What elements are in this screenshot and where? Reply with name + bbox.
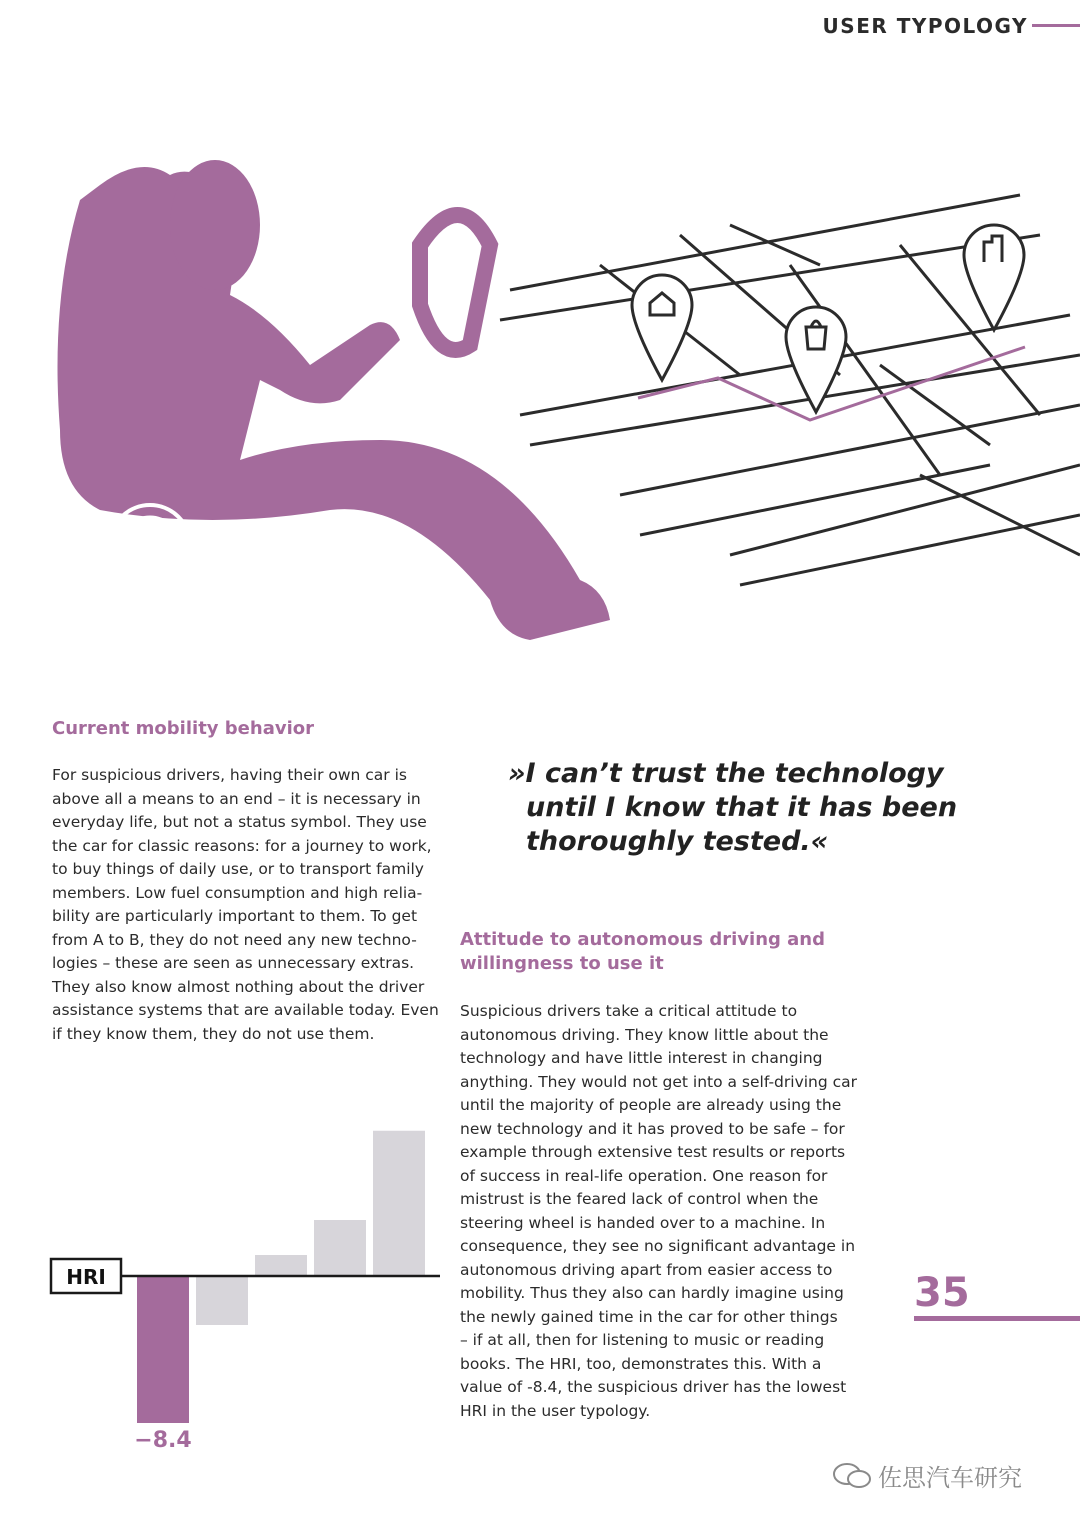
mobility-heading: Current mobility behavior <box>52 718 314 739</box>
mobility-line: logies – these are seen as unnecessary extras. <box>52 954 415 972</box>
attitude-line: the newly gained time in the car for other things <box>460 1307 838 1326</box>
mobility-line: bility are particularly important to them. To get <box>52 907 418 925</box>
attitude-line: – if at all, then for listening to music or reading <box>460 1331 825 1349</box>
attitude-line: technology and have little interest in changing <box>460 1049 823 1067</box>
chat-bubble-icon <box>832 1462 872 1490</box>
section-rule <box>1032 24 1080 27</box>
hri-bar-5 <box>373 1131 425 1276</box>
hri-chart <box>40 1120 460 1460</box>
quote-line: »I can’t trust the technology <box>508 758 944 789</box>
mobility-line: if they know them, they do not use them. <box>52 1024 375 1043</box>
attitude-line: anything. They would not get into a self-driving car <box>460 1072 858 1091</box>
hri-bar-4 <box>314 1220 366 1276</box>
mobility-line: the car for classic reasons: for a journey to work, <box>52 836 432 855</box>
mobility-line: assistance systems that are available today. Even <box>52 1001 439 1019</box>
mobility-line: from A to B, they do not need any new techno- <box>52 930 417 949</box>
mobility-line: everyday life, but not a status symbol. They use <box>52 813 427 831</box>
watermark-text: 佐思汽车研究 <box>878 1464 1022 1492</box>
attitude-heading-line: willingness to use it <box>460 953 664 974</box>
quote-line: until I know that it has been <box>526 792 958 823</box>
attitude-line: of success in real-life operation. One reason for <box>460 1166 828 1185</box>
quote-line: thoroughly tested.« <box>526 826 829 857</box>
attitude-line: Suspicious drivers take a critical attitude to <box>460 1002 798 1020</box>
section-label: USER TYPOLOGY <box>822 14 1028 38</box>
attitude-line: until the majority of people are already using the <box>460 1096 842 1114</box>
attitude-line: consequence, they see no significant advantage in <box>460 1237 856 1255</box>
hri-data-label: −8.4 <box>134 1428 192 1453</box>
attitude-line: books. The HRI, too, demonstrates this. With a <box>460 1354 822 1373</box>
hri-bar-3 <box>255 1255 307 1276</box>
home-pin-icon <box>632 275 692 380</box>
attitude-line: steering wheel is handed over to a machine. In <box>460 1213 826 1232</box>
attitude-line: HRI in the user typology. <box>460 1401 651 1420</box>
mobility-line: For suspicious drivers, having their own car is <box>52 766 407 784</box>
attitude-line: mistrust is the feared lack of control when the <box>460 1190 819 1208</box>
attitude-line: new technology and it has proved to be safe – for <box>460 1119 845 1138</box>
pull-quote <box>508 757 968 859</box>
page-number-rule <box>914 1316 1080 1321</box>
attitude-heading <box>460 928 825 976</box>
page-number: 35 <box>914 1270 970 1316</box>
watermark <box>832 1458 1022 1493</box>
driver-illustration <box>40 115 1080 705</box>
mobility-line: above all a means to an end – it is necessary in <box>52 789 421 808</box>
attitude-line: value of -8.4, the suspicious driver has the lowest <box>460 1378 847 1396</box>
attitude-line: autonomous driving. They know little about the <box>460 1025 829 1044</box>
office-pin-icon <box>964 225 1024 330</box>
attitude-line: mobility. Thus they also can hardly imagine using <box>460 1284 844 1302</box>
mobility-line: They also know almost nothing about the driver <box>52 977 425 996</box>
attitude-line: autonomous driving apart from easier access to <box>460 1260 833 1279</box>
hri-axis-label: HRI <box>66 1265 106 1289</box>
hri-bar-1 <box>137 1276 189 1423</box>
attitude-body <box>460 1000 880 1423</box>
attitude-heading-line: Attitude to autonomous driving and <box>460 929 826 950</box>
hri-bar-2 <box>196 1276 248 1325</box>
mobility-body <box>52 764 452 1046</box>
attitude-line: example through extensive test results or reports <box>460 1143 846 1161</box>
mobility-line: members. Low fuel consumption and high relia- <box>52 883 423 902</box>
mobility-line: to buy things of daily use, or to transport family <box>52 860 424 878</box>
driver-figure <box>58 160 611 640</box>
